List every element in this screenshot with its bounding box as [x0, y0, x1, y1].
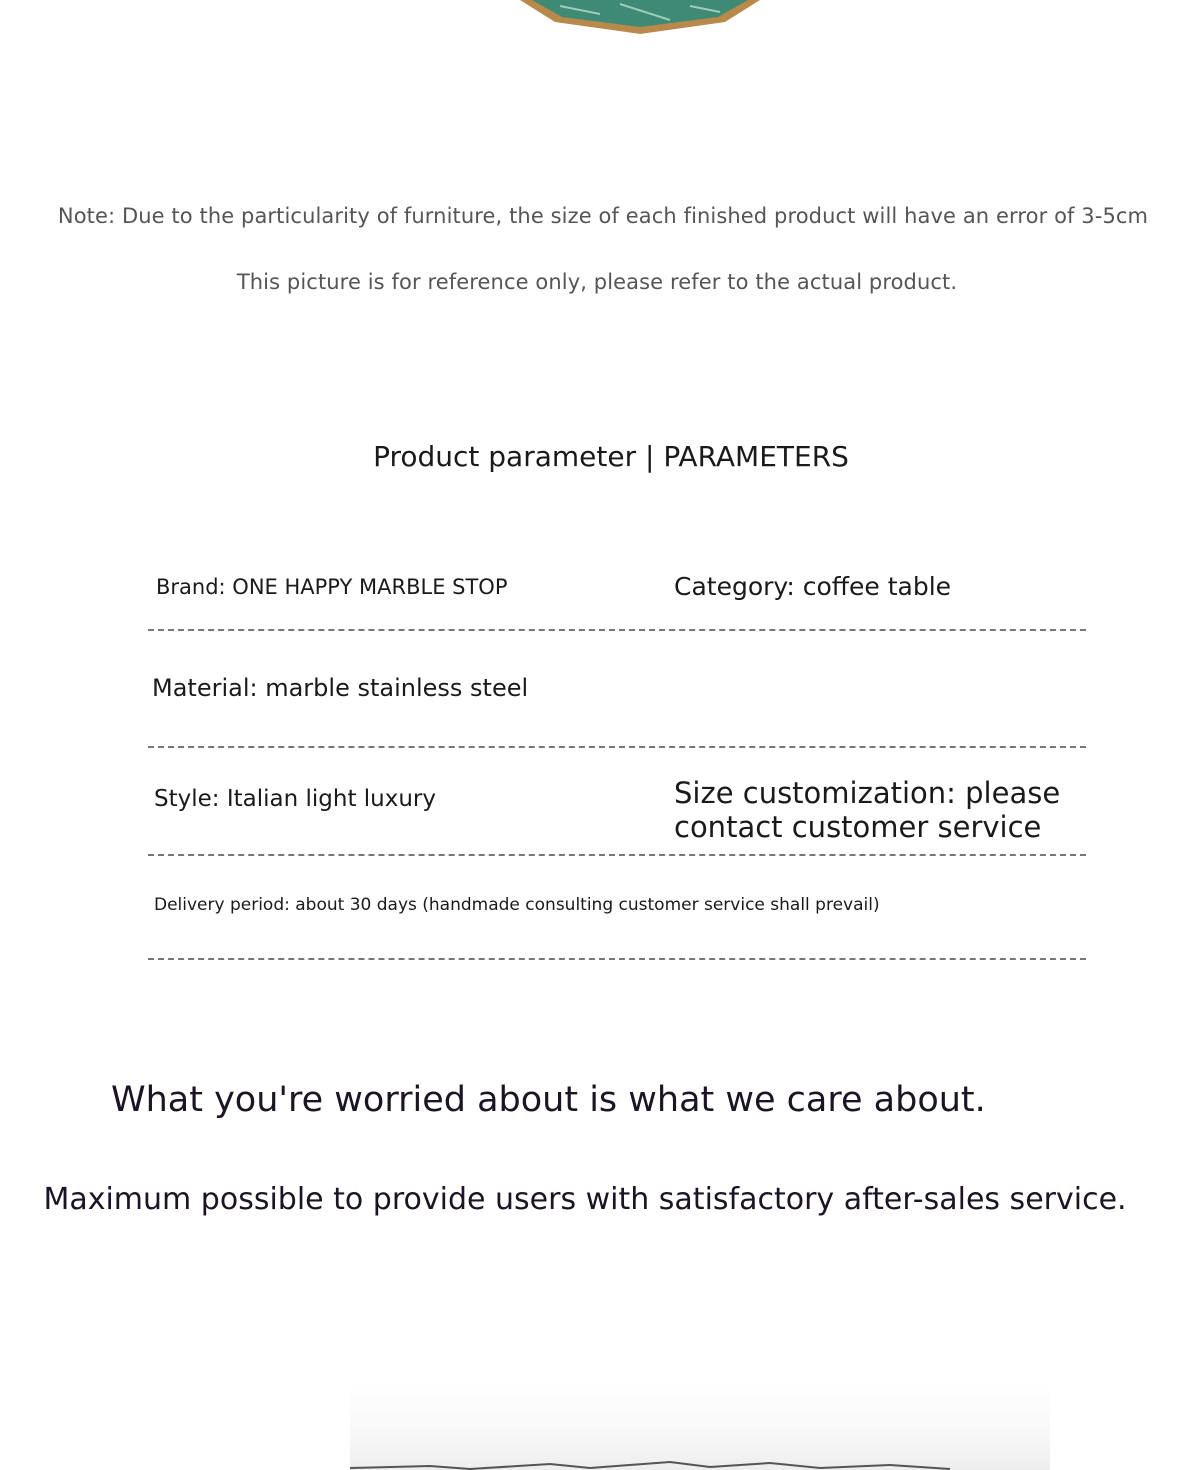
coffee-table-image: [520, 0, 760, 36]
size-error-note: Note: Due to the particularity of furniture, the size of each finished product will have an error of 3-5cm: [57, 204, 1149, 228]
dashed-divider: [148, 746, 1086, 748]
reference-note: This picture is for reference only, please refer to the actual product.: [236, 270, 958, 294]
dashed-divider: [148, 958, 1086, 960]
dashed-divider: [148, 854, 1086, 856]
param-style: Style: Italian light luxury: [154, 786, 436, 812]
after-sales-subline: Maximum possible to provide users with satisfactory after-sales service.: [43, 1182, 1127, 1217]
param-brand: Brand: ONE HAPPY MARBLE STOP: [156, 575, 508, 599]
param-material: Material: marble stainless steel: [152, 674, 529, 702]
param-category: Category: coffee table: [674, 572, 952, 601]
care-headline: What you're worried about is what we care about.: [111, 1080, 986, 1120]
dashed-divider: [148, 629, 1086, 631]
param-delivery-period: Delivery period: about 30 days (handmade consulting customer service shall prevail): [154, 895, 880, 915]
bottom-image-edge: [350, 1458, 970, 1470]
param-size-customization: Size customization: please contact customer service: [674, 776, 1061, 844]
section-title: Product parameter | PARAMETERS: [373, 440, 849, 473]
bottom-product-image: [350, 1380, 1050, 1470]
